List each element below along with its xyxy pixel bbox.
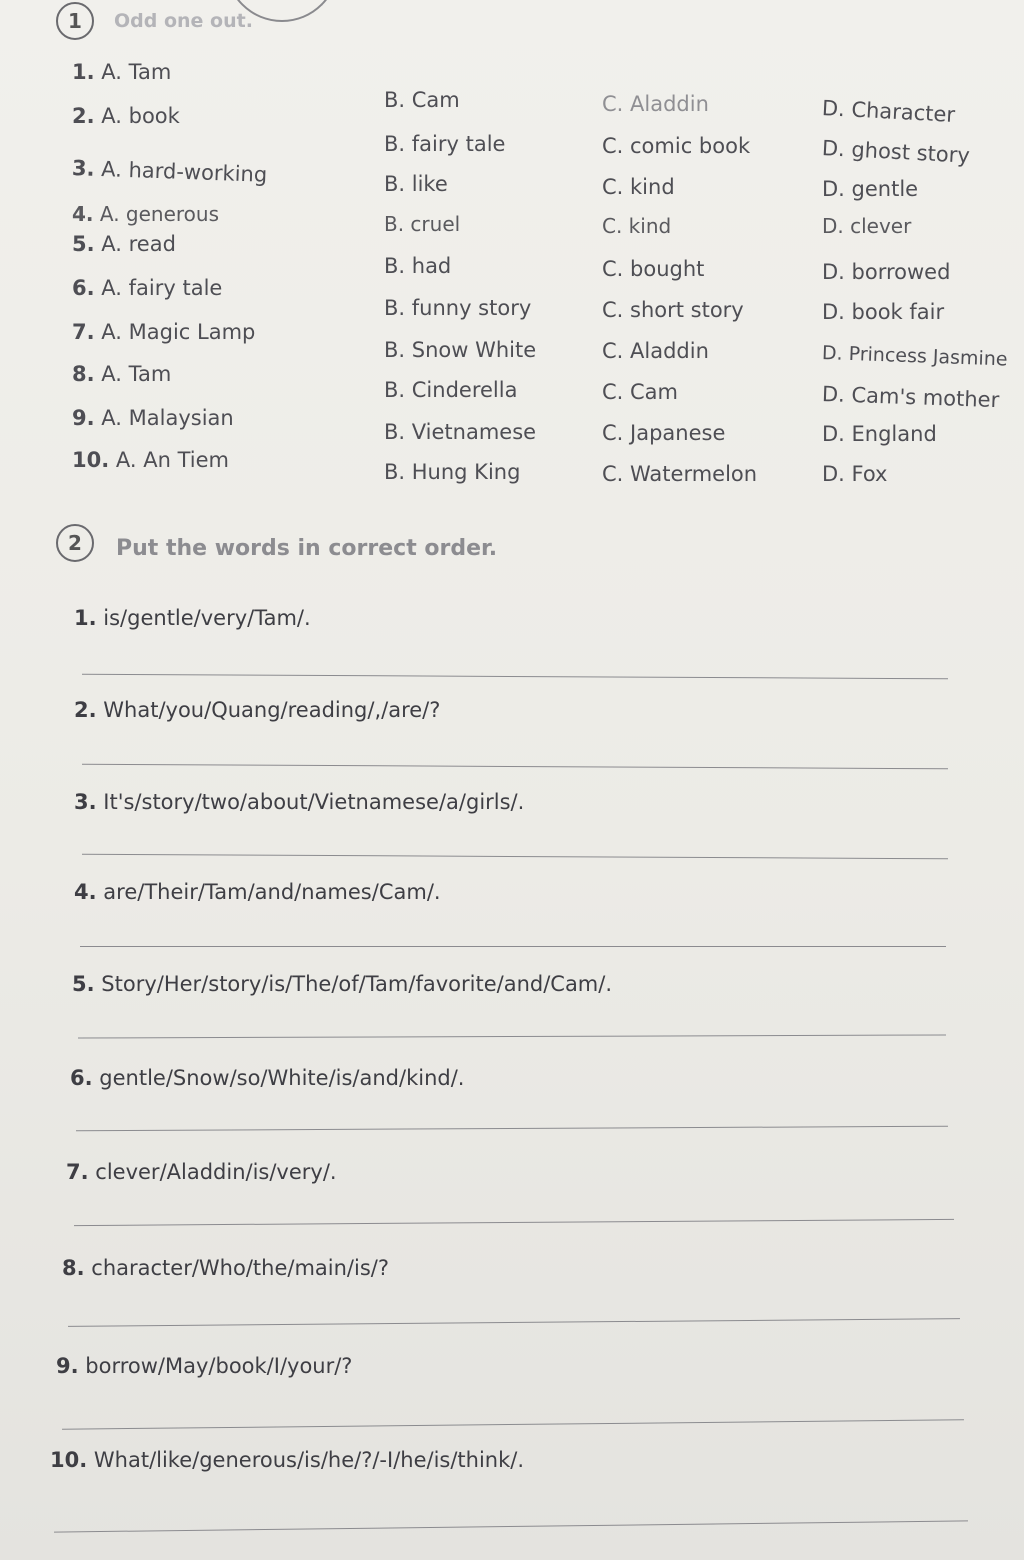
item-4-a bbox=[72, 202, 219, 226]
item-2-number: 2. bbox=[72, 104, 95, 128]
item-6-option-b: B. funny story bbox=[384, 296, 532, 320]
item-10-option-c: C. Watermelon bbox=[602, 462, 758, 486]
item-10-option-b: B. Hung King bbox=[384, 460, 521, 484]
question-8 bbox=[62, 1256, 389, 1280]
item-4-option-d: D. clever bbox=[822, 214, 912, 238]
item-6-option-d: D. book fair bbox=[822, 300, 945, 324]
item-4-clipped-row bbox=[60, 192, 960, 238]
item-9-a bbox=[72, 406, 234, 430]
answer-line-2[interactable] bbox=[82, 764, 948, 770]
item-9-option-a: A. Malaysian bbox=[101, 406, 234, 430]
item-9-number: 9. bbox=[72, 406, 95, 430]
item-3-option-b: B. like bbox=[384, 172, 448, 196]
question-6-number: 6. bbox=[70, 1066, 93, 1090]
item-3-option-d: D. gentle bbox=[822, 177, 919, 201]
item-7-a bbox=[72, 320, 255, 344]
item-6-option-c: C. short story bbox=[602, 298, 744, 322]
item-9-option-c: C. Japanese bbox=[602, 421, 726, 445]
item-10-a bbox=[72, 448, 229, 472]
answer-line-1[interactable] bbox=[82, 674, 948, 680]
item-10-option-d: D. Fox bbox=[822, 462, 888, 486]
question-2 bbox=[74, 698, 440, 722]
item-3-a bbox=[72, 156, 268, 187]
answer-line-3[interactable] bbox=[82, 854, 948, 860]
item-6-a bbox=[72, 276, 222, 300]
question-5-number: 5. bbox=[72, 972, 95, 996]
question-2-text: What/you/Quang/reading/,/are/? bbox=[103, 698, 441, 722]
answer-line-4[interactable] bbox=[80, 946, 946, 947]
answer-line-6[interactable] bbox=[76, 1126, 948, 1132]
item-5-option-d: D. borrowed bbox=[822, 260, 951, 284]
answer-line-7[interactable] bbox=[74, 1219, 954, 1226]
answer-line-8[interactable] bbox=[68, 1318, 960, 1327]
item-7-option-b: B. Snow White bbox=[384, 338, 537, 362]
question-8-number: 8. bbox=[62, 1256, 85, 1280]
question-6-text: gentle/Snow/so/White/is/and/kind/. bbox=[99, 1066, 465, 1090]
question-3-text: It's/story/two/about/Vietnamese/a/girls/. bbox=[103, 790, 525, 814]
item-7-option-c: C. Aladdin bbox=[602, 339, 709, 363]
question-6 bbox=[70, 1066, 464, 1090]
item-10-option-a: A. An Tiem bbox=[115, 448, 229, 472]
item-1-option-a: A. Tam bbox=[101, 60, 172, 84]
question-4-text: are/Their/Tam/and/names/Cam/. bbox=[103, 880, 441, 904]
item-4-option-b: B. cruel bbox=[384, 212, 461, 236]
section-1-number-text: 1 bbox=[68, 9, 82, 33]
question-2-number: 2. bbox=[74, 698, 97, 722]
question-10 bbox=[50, 1448, 524, 1472]
item-8-option-c: C. Cam bbox=[602, 380, 679, 404]
item-1-option-b: B. Cam bbox=[384, 88, 460, 112]
item-7-number: 7. bbox=[72, 320, 95, 344]
question-4-number: 4. bbox=[74, 880, 97, 904]
question-10-text: What/like/generous/is/he/?/-I/he/is/think/. bbox=[93, 1448, 525, 1472]
question-3-number: 3. bbox=[74, 790, 97, 814]
item-8-number: 8. bbox=[72, 362, 95, 386]
question-3 bbox=[74, 790, 524, 814]
question-1-number: 1. bbox=[74, 606, 97, 630]
item-9-option-b: B. Vietnamese bbox=[384, 420, 537, 444]
item-2-option-b: B. fairy tale bbox=[384, 132, 506, 156]
item-2-option-c: C. comic book bbox=[602, 134, 751, 158]
section-2-number bbox=[56, 524, 94, 562]
item-5-option-c: C. bought bbox=[602, 257, 705, 281]
item-4-option-a: A. generous bbox=[99, 202, 220, 226]
section-2-title: Put the words in correct order. bbox=[116, 536, 498, 561]
item-7-option-a: A. Magic Lamp bbox=[101, 320, 256, 344]
question-9-number: 9. bbox=[56, 1354, 79, 1378]
question-5-text: Story/Her/story/is/The/of/Tam/favorite/and/Cam/. bbox=[101, 972, 613, 996]
question-4 bbox=[74, 880, 441, 904]
section-1-number bbox=[56, 2, 94, 40]
question-1 bbox=[74, 606, 311, 630]
item-8-option-a: A. Tam bbox=[101, 362, 172, 386]
item-6-number: 6. bbox=[72, 276, 95, 300]
question-7-number: 7. bbox=[66, 1160, 89, 1184]
item-2-option-d: D. ghost story bbox=[821, 136, 971, 168]
item-5-option-a: A. read bbox=[101, 232, 176, 256]
item-4-number: 4. bbox=[72, 202, 94, 226]
section-1-title: Odd one out. bbox=[114, 10, 253, 32]
item-3-number: 3. bbox=[71, 156, 95, 181]
item-8-a bbox=[72, 362, 171, 386]
item-3-option-a: A. hard-working bbox=[100, 157, 268, 187]
item-4-option-c: C. kind bbox=[602, 214, 672, 238]
item-10-number: 10. bbox=[72, 448, 110, 472]
question-9 bbox=[56, 1354, 352, 1378]
question-1-text: is/gentle/very/Tam/. bbox=[103, 606, 311, 630]
item-6-option-a: A. fairy tale bbox=[101, 276, 223, 300]
item-9-option-d: D. England bbox=[822, 422, 937, 446]
question-9-text: borrow/May/book/I/your/? bbox=[85, 1354, 353, 1378]
question-8-text: character/Who/the/main/is/? bbox=[91, 1256, 389, 1280]
item-5-number: 5. bbox=[72, 232, 95, 256]
item-3-option-c: C. kind bbox=[602, 175, 675, 199]
item-2-a bbox=[72, 104, 180, 128]
question-7 bbox=[66, 1160, 337, 1184]
answer-line-5[interactable] bbox=[78, 1034, 946, 1038]
answer-line-10[interactable] bbox=[54, 1520, 968, 1532]
question-10-number: 10. bbox=[50, 1448, 88, 1472]
item-5-option-b: B. had bbox=[384, 254, 452, 278]
question-7-text: clever/Aladdin/is/very/. bbox=[95, 1160, 337, 1184]
answer-line-9[interactable] bbox=[62, 1419, 964, 1429]
item-5-a bbox=[72, 232, 176, 256]
question-5 bbox=[72, 972, 612, 996]
item-2-option-a: A. book bbox=[101, 104, 180, 128]
item-8-option-d: D. Cam's mother bbox=[821, 382, 1000, 413]
item-1-a bbox=[72, 60, 171, 84]
item-1-number: 1. bbox=[72, 60, 95, 84]
item-7-option-d: D. Princess Jasmine bbox=[821, 342, 1008, 371]
section-2-number-text: 2 bbox=[68, 531, 82, 555]
item-8-option-b: B. Cinderella bbox=[384, 378, 518, 402]
item-1-option-c: C. Aladdin bbox=[602, 92, 709, 116]
item-1-option-d: D. Character bbox=[821, 96, 956, 127]
